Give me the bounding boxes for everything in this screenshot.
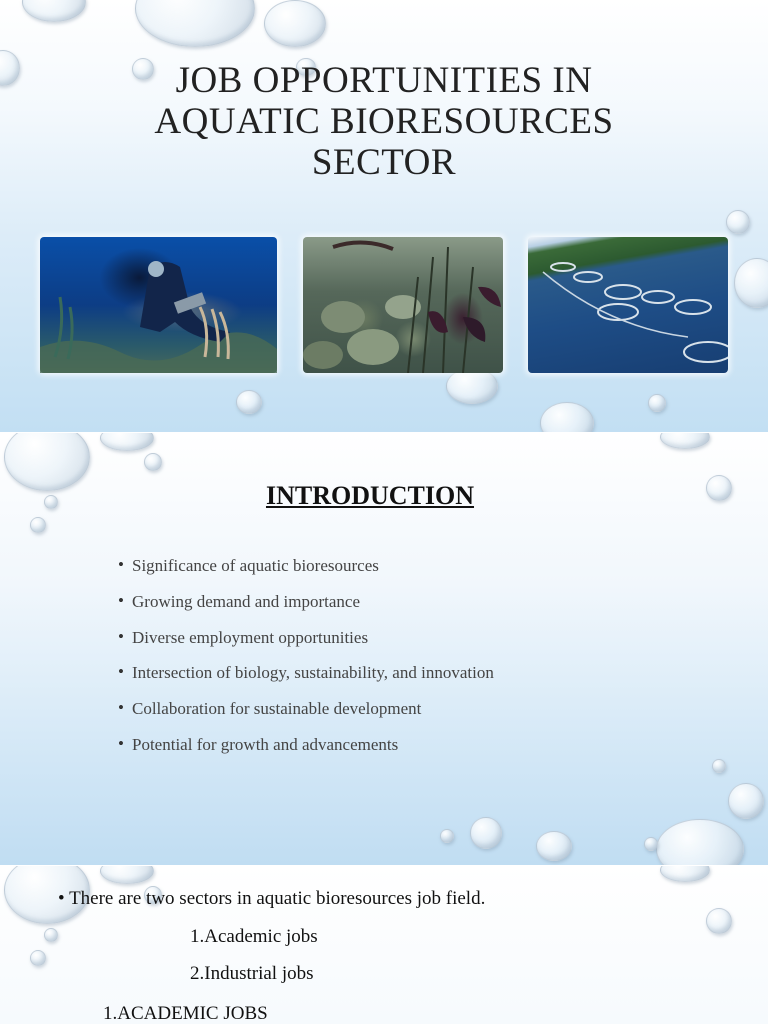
bullet-item: • Collaboration for sustainable development bbox=[118, 698, 494, 734]
water-drop bbox=[236, 390, 262, 414]
water-drop bbox=[728, 783, 764, 819]
title-line-3: SECTOR bbox=[311, 142, 457, 183]
water-drop bbox=[144, 453, 162, 471]
water-drop bbox=[712, 759, 726, 773]
water-drop bbox=[648, 394, 666, 412]
water-drop bbox=[470, 817, 502, 849]
bullet-item: • Intersection of biology, sustainability, and innovation bbox=[118, 662, 494, 698]
bullet-item: • Potential for growth and advancements bbox=[118, 734, 494, 770]
section-heading: INTRODUCTION bbox=[265, 481, 475, 510]
bullet-item: • Growing demand and importance bbox=[118, 591, 494, 627]
underwater-plants-photo bbox=[303, 237, 503, 373]
water-drop bbox=[536, 831, 572, 861]
scuba-diver-photo bbox=[40, 237, 277, 373]
water-drop bbox=[135, 0, 255, 47]
water-drop bbox=[656, 819, 744, 865]
water-drop bbox=[100, 433, 154, 451]
title-slide bbox=[0, 0, 768, 432]
bullet-item: • Diverse employment opportunities bbox=[118, 627, 494, 663]
water-drop bbox=[734, 258, 768, 308]
water-drop bbox=[440, 829, 454, 843]
title-line-2: AQUATIC BIORESOURCES bbox=[154, 101, 614, 142]
water-drop bbox=[660, 866, 710, 882]
water-drop bbox=[30, 950, 46, 966]
water-drop bbox=[22, 0, 86, 22]
water-drop bbox=[100, 866, 154, 884]
bullet-item: • Significance of aquatic bioresources bbox=[118, 555, 494, 591]
title-line-1: JOB OPPORTUNITIES IN bbox=[175, 60, 593, 101]
water-drop bbox=[644, 837, 658, 851]
water-drop bbox=[726, 210, 750, 234]
water-drop bbox=[706, 908, 732, 934]
academic-jobs-heading: 1.ACADEMIC JOBS bbox=[103, 1003, 268, 1024]
introduction-slide bbox=[0, 433, 768, 865]
fish-farm-cages-photo bbox=[528, 237, 728, 373]
sector-academic: 1.Academic jobs bbox=[190, 926, 318, 947]
slide-title bbox=[0, 60, 768, 183]
water-drop bbox=[446, 368, 498, 404]
sector-industrial: 2.Industrial jobs bbox=[190, 963, 314, 984]
water-drop bbox=[44, 928, 58, 942]
sectors-intro bbox=[58, 888, 485, 910]
sectors-slide bbox=[0, 866, 768, 1024]
water-drop bbox=[660, 433, 710, 449]
sectors-intro-text: There are two sectors in aquatic bioresources job field. bbox=[69, 888, 486, 909]
bullet-marker: • bbox=[58, 888, 70, 909]
bullet-list bbox=[118, 555, 494, 770]
water-drop bbox=[30, 517, 46, 533]
water-drop bbox=[540, 402, 594, 432]
water-drop bbox=[264, 0, 326, 47]
